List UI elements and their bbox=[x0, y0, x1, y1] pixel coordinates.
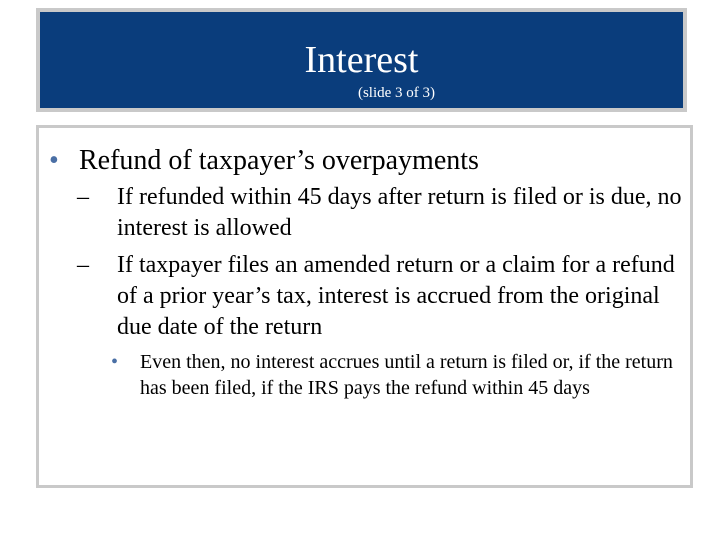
bullet-list bbox=[49, 144, 689, 401]
bullet-dot-icon: • bbox=[111, 351, 119, 373]
sub-sub-bullet-text: Even then, no interest accrues until a return is filed or, if the return has been filed, if the IRS pays the refund within 45 days bbox=[140, 351, 673, 399]
bullet-text: Refund of taxpayer’s overpayments bbox=[79, 145, 479, 176]
dash-icon: – bbox=[77, 252, 89, 278]
bullet-dot-icon: • bbox=[49, 145, 59, 176]
slide-title: Interest bbox=[304, 39, 419, 81]
sub-sub-bullet-item bbox=[111, 349, 689, 401]
sub-bullet-text: If taxpayer files an amended return or a claim for a refund of a prior year’s tax, interest is accrued from the original due date of the return bbox=[117, 252, 675, 340]
bullet-item bbox=[49, 144, 689, 178]
sub-bullet-text: If refunded within 45 days after return is filed or is due, no interest is allowed bbox=[117, 184, 682, 241]
content-panel bbox=[36, 125, 693, 488]
slide-subtitle: (slide 3 of 3) bbox=[357, 85, 436, 101]
title-banner bbox=[36, 8, 687, 112]
sub-bullet-item bbox=[77, 250, 689, 343]
sub-bullet-item bbox=[77, 182, 689, 244]
dash-icon: – bbox=[77, 184, 89, 210]
